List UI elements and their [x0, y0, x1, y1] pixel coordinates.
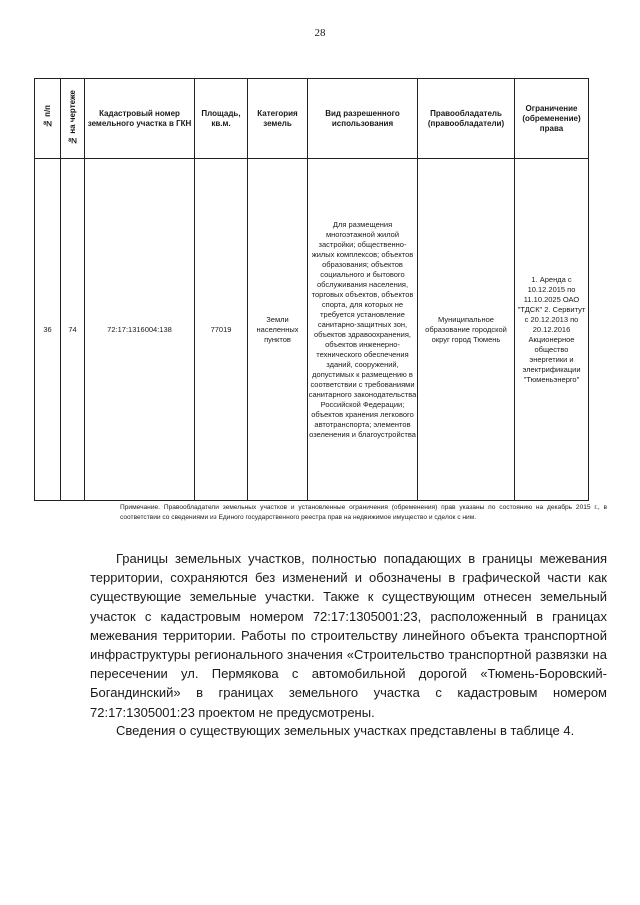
table-row — [35, 159, 589, 501]
body-paragraph-2: Сведения о существующих земельных участках представлены в таблице 4. — [116, 723, 575, 738]
header-area: Площадь, кв.м. — [195, 79, 248, 159]
header-num: № п/п — [35, 79, 61, 159]
header-cadastral: Кадастровый номер земельного участка в ГКН — [85, 79, 195, 159]
cell-cadastral: 72:17:1316004:138 — [85, 159, 195, 501]
table-note: Примечание. Правообладатели земельных участков и установленные ограничения (обременения) прав указаны по состоянию на декабрь 2015 г., в соответствии со сведениями из Единого государственного реестра прав на недвижимое имущество и сделок с ним. — [120, 504, 607, 521]
cell-category: Земли населенных пунктов — [248, 159, 308, 501]
cell-restriction: 1. Аренда с 10.12.2015 по 11.10.2025 ОАО "ТДСК" 2. Сервитут с 20.12.2013 по 20.12.2016 Акционерное общество энергетики и электрификации "Тюменьэнерго" — [515, 159, 589, 501]
page-number: 28 — [314, 27, 326, 39]
header-use: Вид разрешенного использования — [308, 79, 418, 159]
header-restriction: Ограничение (обременение) права — [515, 79, 589, 159]
cell-area: 77019 — [195, 159, 248, 501]
cell-drawing-num: 74 — [61, 159, 85, 501]
header-drawing-num: № на чертеже — [61, 79, 85, 159]
header-category: Категория земель — [248, 79, 308, 159]
header-owner: Правообладатель (правообладатели) — [418, 79, 515, 159]
body-paragraph-1: Границы земельных участков, полностью попадающих в границы межевания территории, сохраняются без изменений и обозначены в графической части как существующие земельные участки. Также к существующим отнесен земельный участок с кадастровым номером 72:17:1305001:23, расположенный в границах межевания территории. Работы по строительству линейного объекта транспортной инфраструктуры регионального значения «Строительство транспортной развязки на пересечении ул. Пермякова с автомобильной дорогой «Тюмень-Боровский-Богандинский» в границах земельного участка с кадастровым номером 72:17:1305001:23 проектом не предусмотрены. — [90, 551, 607, 720]
land-plots-table — [34, 78, 589, 501]
table-header-row — [35, 79, 589, 159]
cell-owner: Муниципальное образование городской округ город Тюмень — [418, 159, 515, 501]
cell-use: Для размещения многоэтажной жилой застройки; общественно-жилых комплексов; объектов образования; объектов социального и бытового обслуживания населения, торговых объектов, объектов спорта, для которых не требуется установление санитарно-защитных зон, объектов здравоохранения, объектов инженерно-технического обеспечения зданий, сооружений, допустимых к размещению в соответствии с требованиями санитарного законодательства Российской Федерации; объектов хранения легкового автотранспорта; элементов озеленения и благоустройства — [308, 159, 418, 501]
cell-num: 36 — [35, 159, 61, 501]
